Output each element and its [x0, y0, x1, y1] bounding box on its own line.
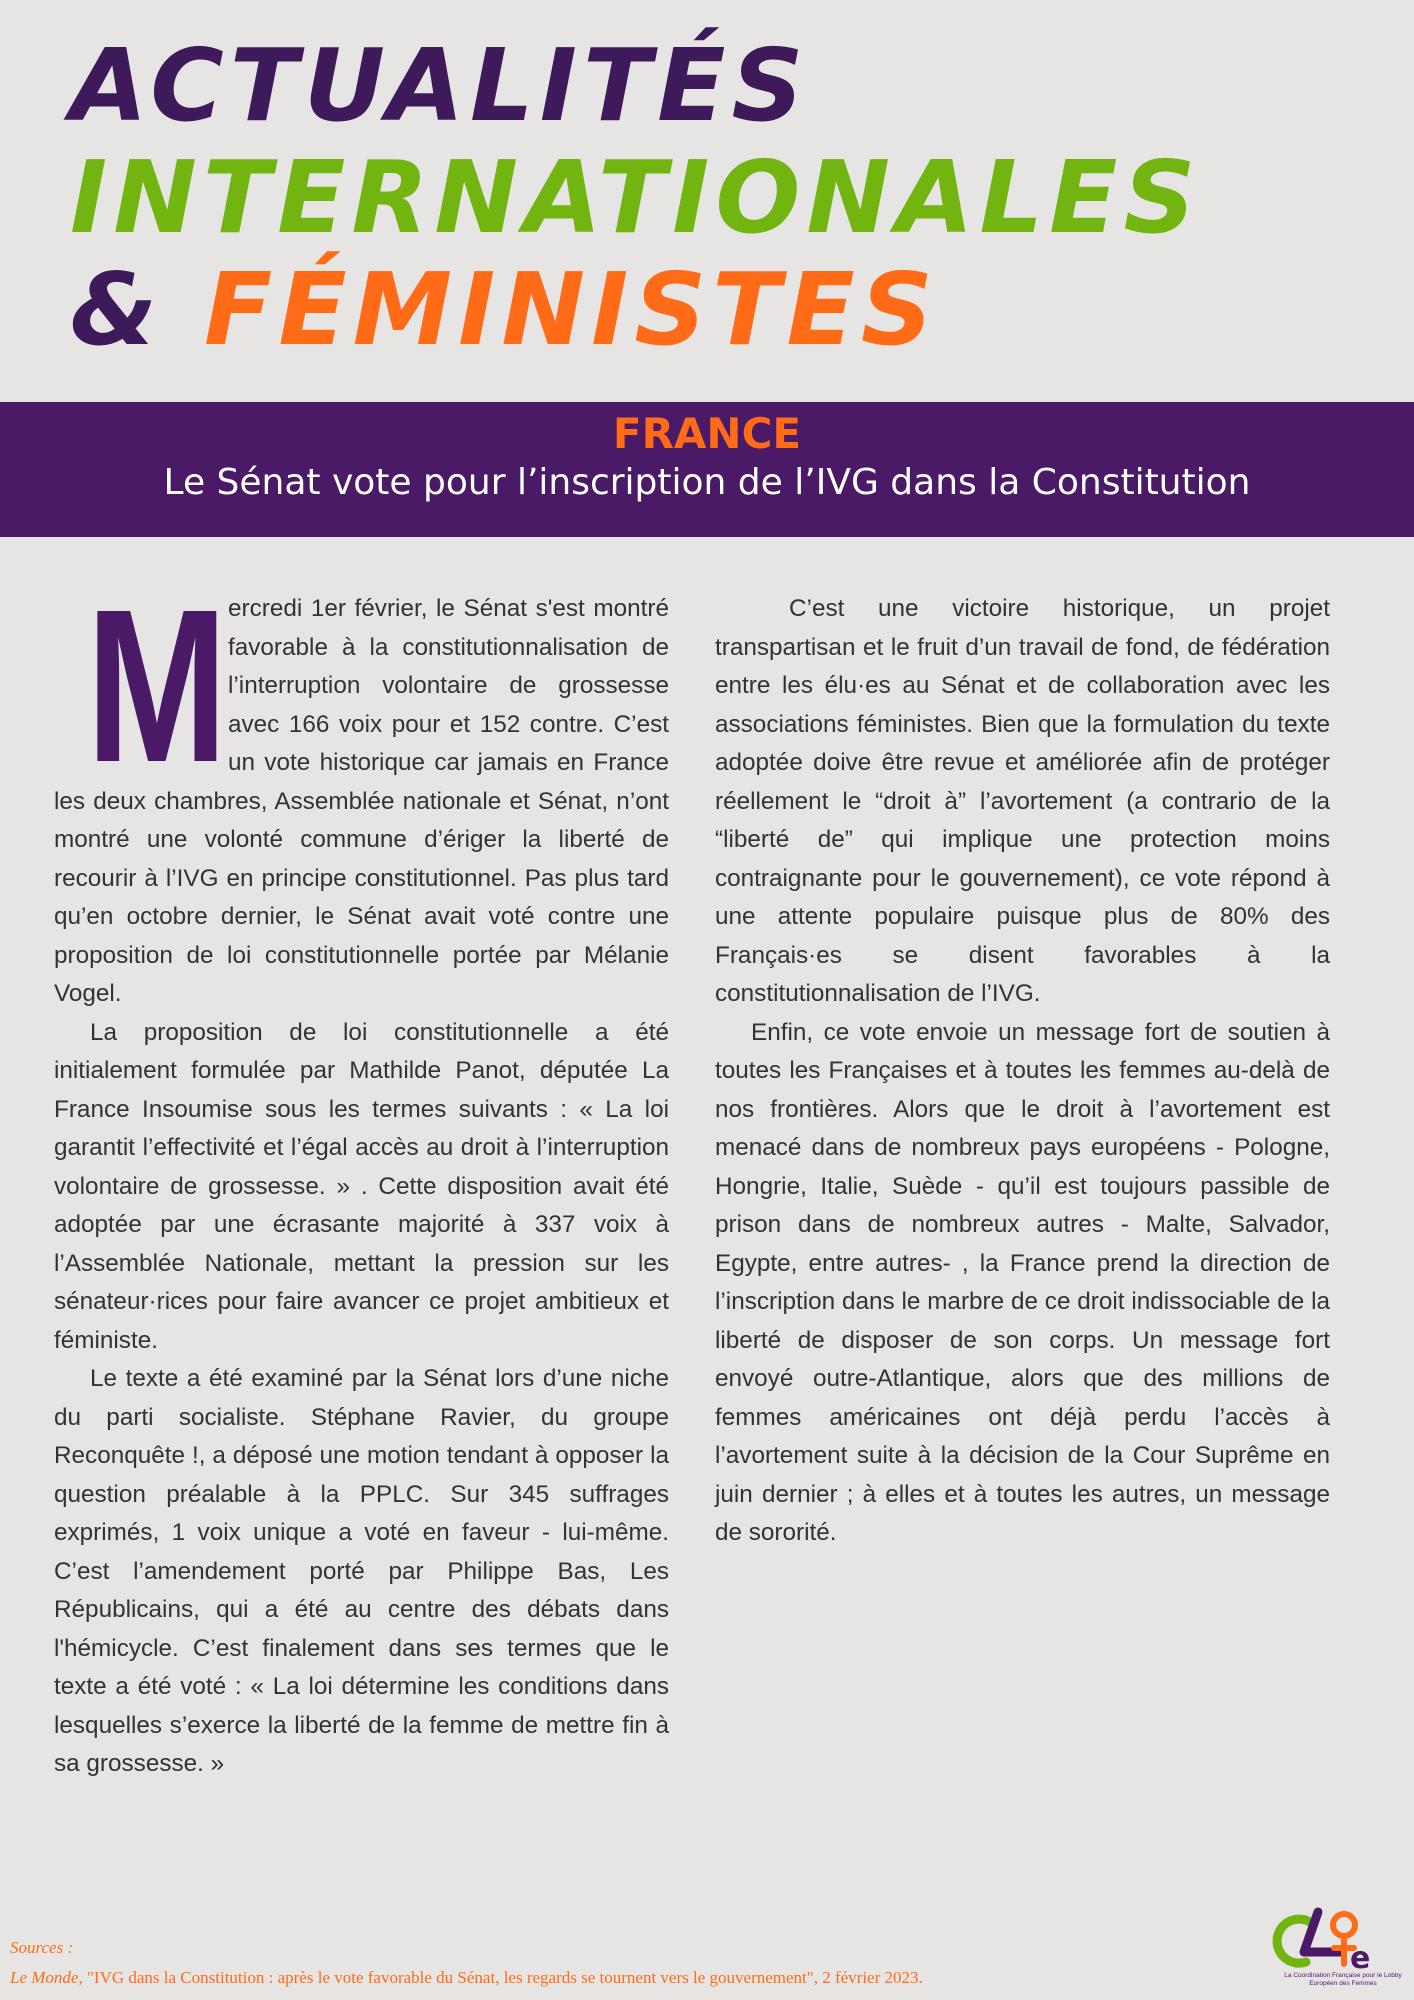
banner-country: FRANCE — [612, 409, 802, 458]
article-column-left — [54, 565, 669, 1784]
paragraph-1-text: ercredi 1er février, le Sénat s'est montré favorable à la constitutionnalisation de l’interruption volontaire de grossesse avec 166 voix pour et 152 contre. C’est un vote historique car jamais en France les deux chambres, Assemblée nationale et Sénat, n’ont montré une volonté commune d’ériger la liberté de recourir à l’IVG en principe constitutionnel. Pas plus tard qu’en octobre dernier, le Sénat avait voté contre une proposition de loi constitutionnelle portée par Mélanie Vogel. — [54, 595, 669, 1007]
title-ampersand: & — [70, 251, 164, 368]
article-column-right — [715, 590, 1330, 1553]
article-paragraph-2: La proposition de loi constitutionnelle a été initialement formulée par Mathilde Panot, députée La France Insoumise sous les termes suivants : « La loi garantit l’effectivité et l’égal accès au droit à l’interruption volontaire de grossesse. » . Cette disposition avait été adoptée par une écrasante majorité à 337 voix à l’Assemblée Nationale, mettant la pression sur les sénateur·rices pour faire avancer ce projet ambitieux et féministe. — [54, 1018, 669, 1354]
section-banner — [0, 402, 1414, 537]
article-paragraph-4: C’est une victoire historique, un projet transpartisan et le fruit d’un travail de fond, de fédération entre les élu·es au Sénat et de collaboration avec les associations féministes. Bien que la formulation du texte adoptée doive être revue et améliorée afin de protéger réellement le “droit à” l’avortement (a contrario de la “liberté de” qui implique une protection moins contraignante pour le gouvernement), ce vote répond à une attente populaire puisque plus de 80% des Français·es se disent favorables à la constitutionnalisation de l’IVG. — [715, 595, 1330, 1007]
title-line-internationales: INTERNATIONALES — [70, 139, 1202, 256]
title-line-actualites: ACTUALITÉS — [70, 27, 810, 144]
sources-footnote — [10, 1933, 923, 1993]
title-word-feministes: FÉMINISTES — [204, 251, 939, 368]
sources-label: Sources : — [10, 1938, 74, 1957]
sources-reference-text: , "IVG dans la Constitution : après le vote favorable du Sénat, les regards se tournent vers le gouvernement", 2 février 2023. — [78, 1968, 923, 1987]
page-title — [70, 27, 1202, 368]
sources-reference — [10, 1963, 923, 1993]
logo-caption: La Coordination Française pour le Lobby Européen des Femmes — [1284, 1972, 1402, 1987]
article-paragraph-1 — [54, 565, 669, 1014]
article-paragraph-5: Enfin, ce vote envoie un message fort de soutien à toutes les Françaises et à toutes les femmes au-delà de nos frontières. Alors que le droit à l’avortement est menacé dans de nombreux pays européens - Pologne, Hongrie, Italie, Suède - qu’il est toujours passible de prison dans de nombreux autres - Malte, Salvador, Egypte, entre autres- , la France prend la direction de l’inscription dans le marbre de ce droit indissociable de la liberté de disposer de son corps. Un message fort envoyé outre-Atlantique, alors que des millions de femmes américaines ont déjà perdu l’accès à l’avortement suite à la décision de la Cour Suprême en juin dernier ; à elles et à toutes les autres, un message de sororité. — [715, 1018, 1330, 1546]
drop-cap: M — [86, 565, 228, 808]
sources-publication: Le Monde — [10, 1968, 79, 1987]
svg-text:e: e — [1350, 1941, 1371, 1976]
title-line-feministes — [70, 251, 1202, 368]
article-paragraph-3: Le texte a été examiné par la Sénat lors d’une niche du parti socialiste. Stéphane Ravier, du groupe Reconquête !, a déposé une motion tendant à opposer la question préalable à la PPLC. Sur 345 suffrages exprimés, 1 voix unique a voté en faveur - lui-même. C’est l’amendement porté par Philippe Bas, Les Républicains, qui a été au centre des débats dans l'hémicycle. C’est finalement dans ses termes que le texte a été voté : « La loi détermine les conditions dans lesquelles s’exerce la liberté de la femme de mettre fin à sa grossesse. » — [54, 1365, 669, 1777]
organization-logo — [1258, 1900, 1406, 1995]
banner-headline: Le Sénat vote pour l’inscription de l’IVG dans la Constitution — [163, 462, 1251, 503]
